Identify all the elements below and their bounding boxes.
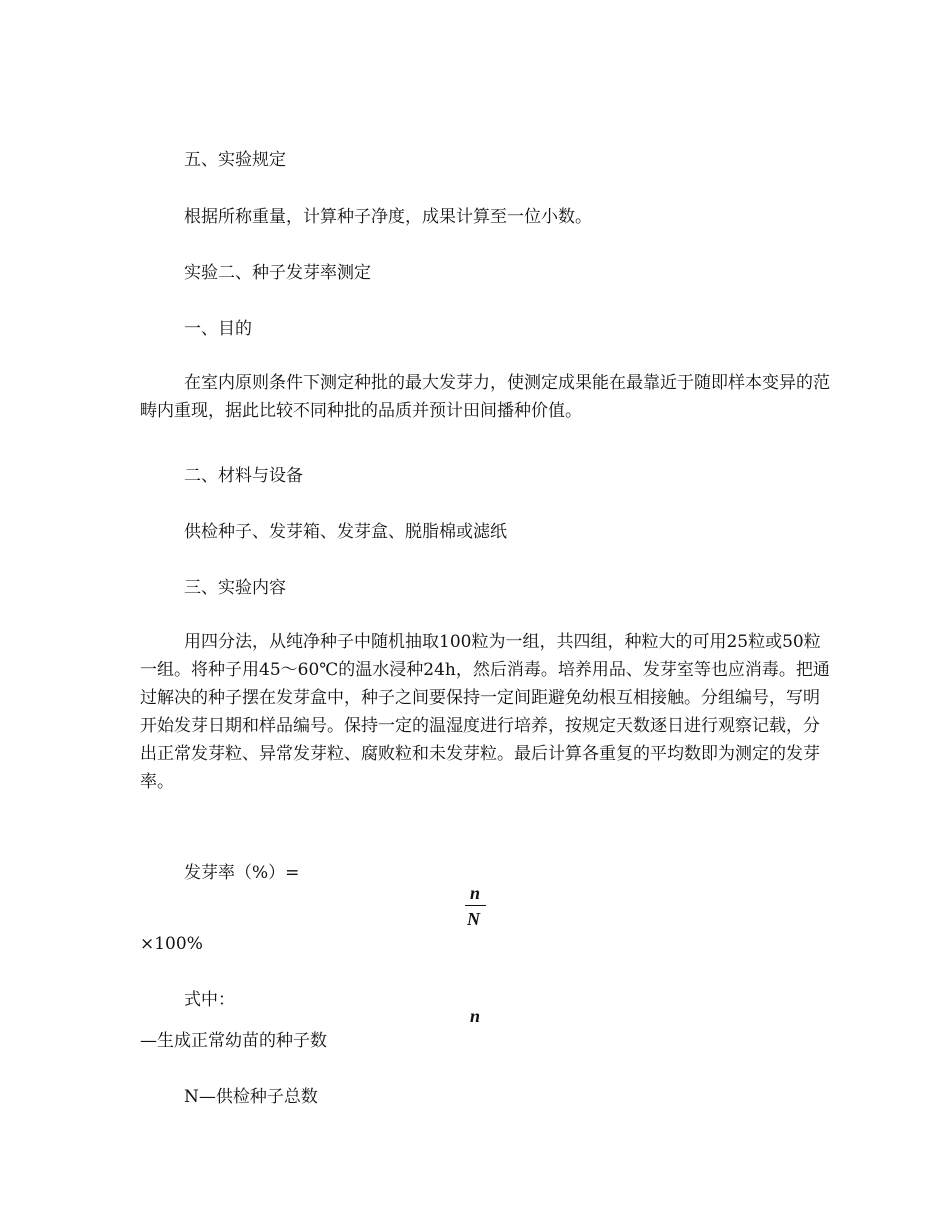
section-heading-experiment-rules: 五、实验规定 bbox=[184, 150, 286, 170]
paragraph-content: 用四分法，从纯净种子中随机抽取100粒为一组，共四组，种粒大的可用25粒或50粒一组。将种子用45～60℃的温水浸种24h，然后消毒。培养用品、发芽室等也应消毒。把通过解决的种子摆在发芽盒中，种子之间要保持一定间距避免幼根互相接触。分组编号，写明开始发芽日期和样品编号。保持一定的温湿度进行培养，按规定天数逐日进行观察记载，分出正常发芽粒、异常发芽粒、腐败粒和未发芽粒。最后计算各重复的平均数即为测定的发芽率。 bbox=[140, 632, 830, 792]
formula-lhs: 发芽率（%）= bbox=[184, 863, 300, 883]
section-heading-materials: 二、材料与设备 bbox=[184, 466, 303, 486]
section-heading-purpose: 一、目的 bbox=[184, 319, 252, 339]
formula-numerator: n bbox=[470, 883, 481, 903]
formula-denominator: N bbox=[467, 909, 480, 929]
formula-multiplier: ×100% bbox=[140, 934, 203, 954]
fraction-bar bbox=[465, 905, 486, 906]
definition-symbol-n: n bbox=[470, 1006, 481, 1026]
definition-n: —生成正常幼苗的种子数 bbox=[140, 1031, 327, 1051]
where-label: 式中： bbox=[184, 990, 235, 1010]
section-heading-content: 三、实验内容 bbox=[184, 578, 286, 598]
paragraph-purpose: 在室内原则条件下测定种批的最大发芽力，使测定成果能在最靠近于随即样本变异的范畴内重现，据此比较不同种批的品质并预计田间播种价值。 bbox=[140, 373, 830, 421]
paragraph-materials: 供检种子、发芽箱、发芽盒、脱脂棉或滤纸 bbox=[184, 522, 507, 542]
experiment-2-title: 实验二、种子发芽率测定 bbox=[184, 263, 371, 283]
paragraph-experiment-rules: 根据所称重量，计算种子净度，成果计算至一位小数。 bbox=[184, 207, 592, 227]
definition-N: N—供检种子总数 bbox=[184, 1087, 318, 1107]
